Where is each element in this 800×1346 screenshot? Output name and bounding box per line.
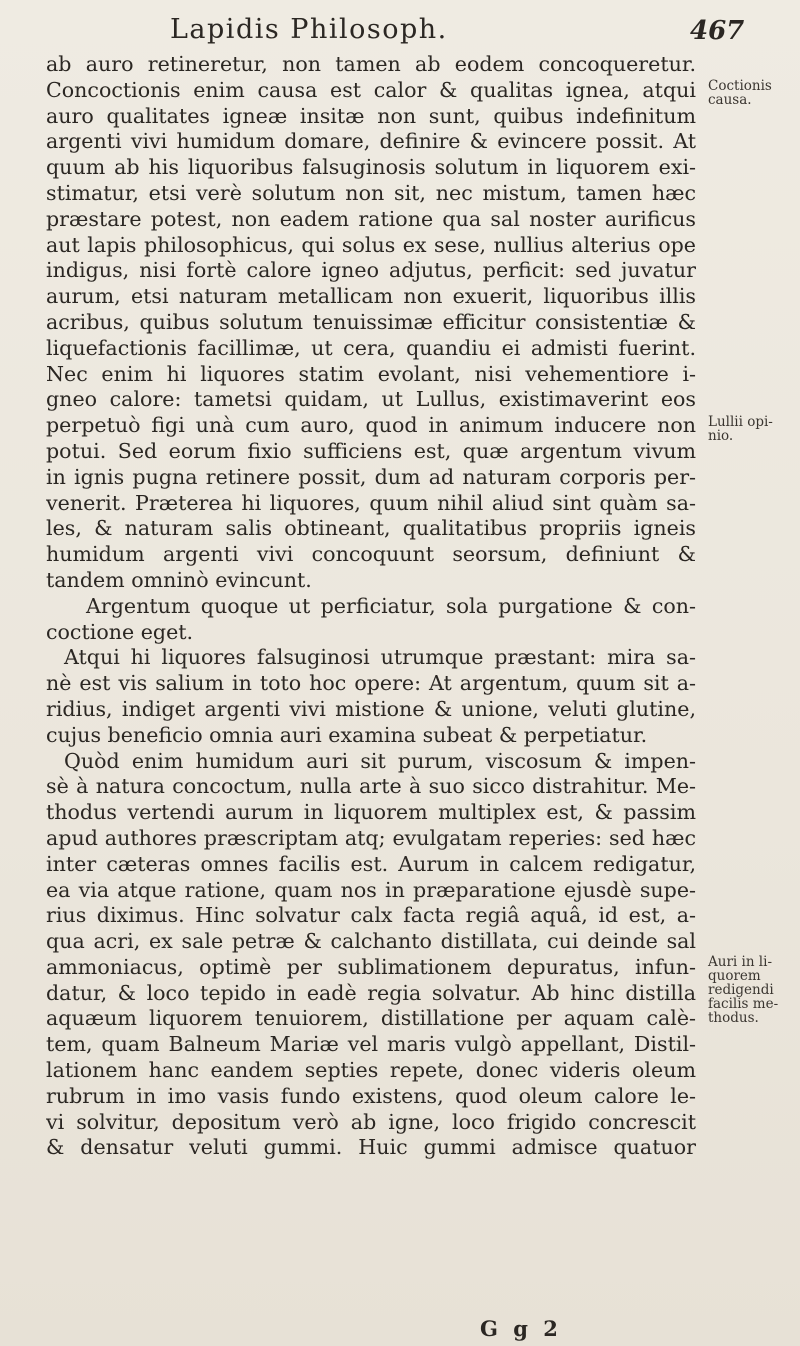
text-line: sè à natura concoctum, nulla arte à suo sicco distrahitur. Me- bbox=[46, 774, 696, 799]
text-line: aut lapis philosophicus, qui solus ex sese, nullius alterius ope bbox=[46, 232, 696, 257]
margin-note-line: Auri in li- bbox=[708, 954, 773, 970]
margin-note-line: Lullii opi- bbox=[708, 414, 773, 430]
text-line: argenti vivi humidum domare, definire & evincere possit. At bbox=[46, 129, 696, 154]
text-line: ea via atque ratione, quam nos in præparatione ejusdè supe- bbox=[46, 877, 696, 902]
text-line: liquefactionis facillimæ, ut cera, quandiu ei admisti fuerint. bbox=[46, 335, 696, 360]
margin-note-coctionis bbox=[708, 79, 772, 107]
text-line: acribus, quibus solutum tenuissimæ efficitur consistentiæ & bbox=[46, 309, 696, 334]
text-line: apud authores præscriptam atq; evulgatam reperies: sed hæc bbox=[46, 825, 696, 850]
text-line: thodus vertendi aurum in liquorem multiplex est, & passim bbox=[46, 800, 696, 825]
body-text bbox=[46, 52, 696, 1161]
running-title: Lapidis Philosoph. bbox=[170, 14, 448, 45]
text-line: venerit. Præterea hi liquores, quum nihil aliud sint quàm sa- bbox=[46, 490, 696, 515]
text-line: cujus beneficio omnia auri examina subeat & perpetiatur. bbox=[46, 722, 648, 747]
text-line: ammoniacus, optimè per sublimationem depuratus, infun- bbox=[46, 954, 696, 979]
margin-note-lullii bbox=[708, 415, 773, 443]
text-line: præstare potest, non eadem ratione qua sal noster aurificus bbox=[46, 206, 696, 231]
text-line: quum ab his liquoribus falsuginosis solutum in liquorem exi- bbox=[46, 155, 696, 180]
text-line: les, & naturam salis obtineant, qualitatibus propriis igneis bbox=[46, 516, 696, 541]
text-line: Argentum quoque ut perficiatur, sola purgatione & con- bbox=[86, 593, 696, 618]
text-line: rius diximus. Hinc solvatur calx facta regiâ aquâ, id est, a- bbox=[46, 903, 696, 928]
page-number: 467 bbox=[690, 16, 745, 46]
text-line: ridius, indiget argenti vivi mistione & unione, veluti glutine, bbox=[46, 696, 696, 721]
text-line: potui. Sed eorum fixio sufficiens est, quæ argentum vivum bbox=[46, 438, 696, 463]
text-line: inter cæteras omnes facilis est. Aurum in calcem redigatur, bbox=[46, 851, 696, 876]
text-line: vi solvitur, depositum verò ab igne, loco frigido concrescit bbox=[46, 1109, 696, 1134]
text-line: ab auro retineretur, non tamen ab eodem concoqueretur. bbox=[46, 52, 696, 76]
text-line: aurum, etsi naturam metallicam non exuerit, liquoribus illis bbox=[46, 284, 696, 309]
text-line: rubrum in imo vasis fundo existens, quod oleum calore le- bbox=[46, 1083, 696, 1108]
margin-note-line: thodus. bbox=[708, 1010, 759, 1026]
text-line: humidum argenti vivi concoquunt seorsum, definiunt & bbox=[46, 542, 696, 567]
text-line: perpetuò figi unà cum auro, quod in animum inducere non bbox=[46, 413, 696, 438]
margin-note-auri bbox=[708, 955, 778, 1025]
text-line: Quòd enim humidum auri sit purum, viscosum & impen- bbox=[64, 748, 696, 773]
margin-note-line: quorem bbox=[708, 968, 761, 984]
text-line: gneo calore: tametsi quidam, ut Lullus, existimaverint eos bbox=[46, 387, 696, 412]
text-line: Atqui hi liquores falsuginosi utrumque præstant: mira sa- bbox=[64, 645, 696, 670]
text-line: nè est vis salium in toto hoc opere: At argentum, quum sit a- bbox=[46, 671, 696, 696]
margin-note-line: nio. bbox=[708, 428, 734, 444]
text-line: tem, quam Balneum Mariæ vel maris vulgò appellant, Distil- bbox=[46, 1032, 696, 1057]
text-line: lationem hanc eandem septies repete, donec videris oleum bbox=[46, 1058, 696, 1083]
text-line: Nec enim hi liquores statim evolant, nisi vehementiore i- bbox=[46, 361, 696, 386]
text-line: aquæum liquorem tenuiorem, distillatione per aquam calè- bbox=[46, 1006, 696, 1031]
margin-note-line: facilis me- bbox=[708, 996, 779, 1012]
text-line: in ignis pugna retinere possit, dum ad naturam corporis per- bbox=[46, 464, 696, 489]
signature-mark: G g 2 bbox=[480, 1316, 562, 1341]
text-line: auro qualitates igneæ insitæ non sunt, quibus indefinitum bbox=[46, 103, 696, 128]
text-line: stimatur, etsi verè solutum non sit, nec mistum, tamen hæc bbox=[46, 180, 696, 205]
text-line: & densatur veluti gummi. Huic gummi admisce quatuor bbox=[46, 1135, 696, 1160]
text-line: tandem omninò evincunt. bbox=[46, 567, 312, 592]
margin-note-line: causa. bbox=[708, 92, 752, 108]
margin-note-line: redigendi bbox=[708, 982, 774, 998]
margin-note-line: Coctionis bbox=[708, 78, 772, 94]
text-line: datur, & loco tepido in eadè regia solvatur. Ab hinc distilla bbox=[46, 980, 696, 1005]
text-line: Concoctionis enim causa est calor & qualitas ignea, atqui bbox=[46, 77, 696, 102]
text-line: qua acri, ex sale petræ & calchanto distillata, cui deinde sal bbox=[46, 929, 696, 954]
text-line: coctione eget. bbox=[46, 619, 194, 644]
text-line: indigus, nisi fortè calore igneo adjutus, perficit: sed juvatur bbox=[46, 258, 696, 283]
